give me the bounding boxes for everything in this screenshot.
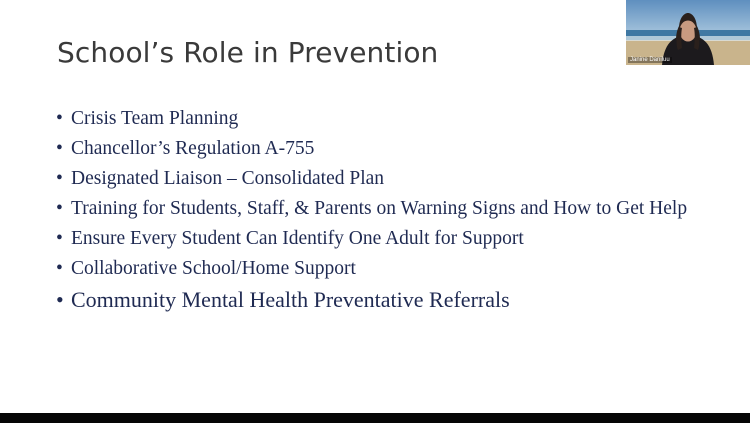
bullet-text: Crisis Team Planning: [71, 108, 239, 129]
bullet-text: Ensure Every Student Can Identify One Adult for Support: [71, 228, 524, 249]
bottom-toolbar-bar: [0, 413, 750, 423]
bullet-text: Collaborative School/Home Support: [71, 258, 356, 279]
slide-title: School’s Role in Prevention: [57, 36, 439, 69]
bullet-item: [56, 257, 696, 280]
bullet-dot-icon: •: [56, 168, 63, 189]
bullet-text: Chancellor’s Regulation A-755: [71, 138, 315, 159]
bullet-dot-icon: •: [56, 228, 63, 249]
bullet-dot-icon: •: [56, 108, 63, 129]
bullet-item: [56, 287, 696, 313]
bullet-item: [56, 197, 696, 220]
participant-name-label: Janine Daniluu: [630, 57, 670, 63]
bullet-list: [56, 107, 696, 320]
bullet-dot-icon: •: [56, 287, 64, 312]
bullet-dot-icon: •: [56, 198, 63, 219]
bullet-item: [56, 137, 696, 160]
bullet-item: [56, 227, 696, 250]
bullet-text: Community Mental Health Preventative Referrals: [71, 287, 510, 312]
bullet-item: [56, 167, 696, 190]
bullet-item: [56, 107, 696, 130]
bullet-dot-icon: •: [56, 138, 63, 159]
bullet-text: Designated Liaison – Consolidated Plan: [71, 168, 385, 189]
bullet-dot-icon: •: [56, 258, 63, 279]
bullet-text: Training for Students, Staff, & Parents on Warning Signs and How to Get Help: [71, 198, 688, 219]
participant-video-feed: [626, 0, 750, 65]
participant-video-tile[interactable]: [626, 0, 750, 65]
